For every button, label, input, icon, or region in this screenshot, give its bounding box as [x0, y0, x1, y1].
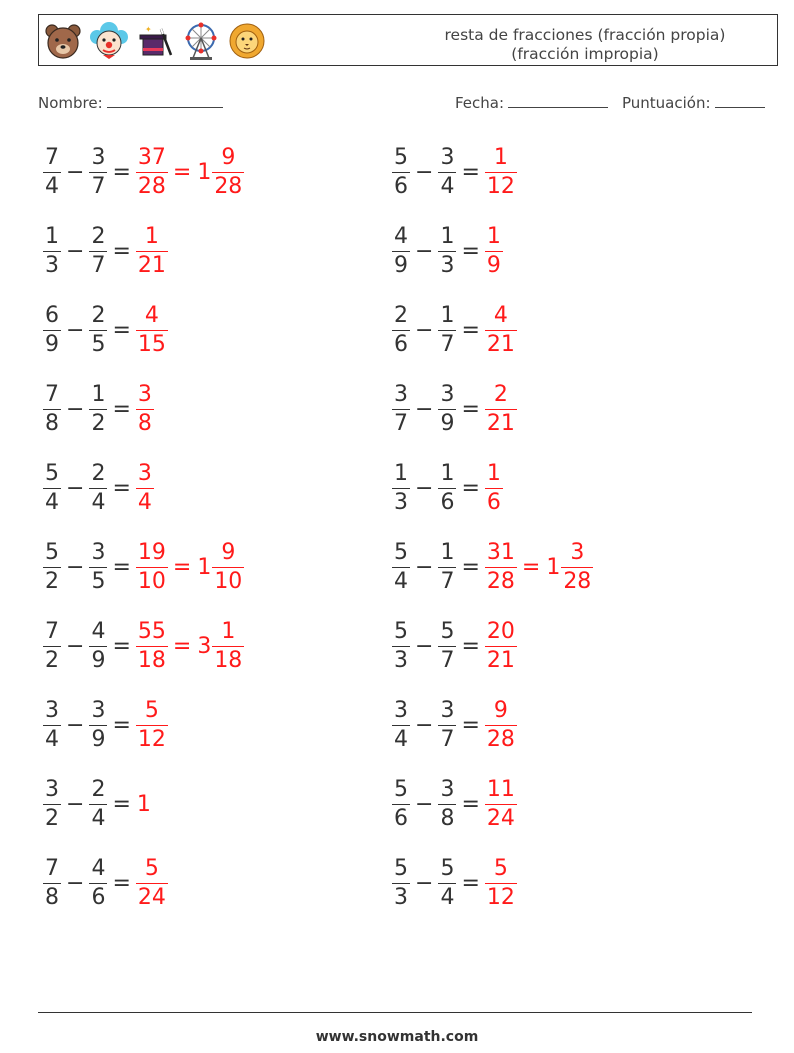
- answer-fraction-denominator: 15: [137, 331, 166, 357]
- minuend-fraction: [393, 539, 409, 596]
- subtrahend-fraction: [439, 539, 455, 596]
- minuend-fraction: [393, 697, 409, 754]
- subtrahend-fraction: [90, 144, 106, 201]
- answer-fraction-denominator: 24: [486, 805, 515, 831]
- answer-fraction: [137, 144, 167, 201]
- minus-sign: −: [415, 159, 434, 185]
- answer-fraction: [486, 697, 516, 754]
- mixed-fraction-denominator: 28: [214, 173, 243, 199]
- minuend-fraction-denominator: 3: [394, 489, 408, 515]
- equals-sign: =: [112, 712, 131, 738]
- answer-fraction-denominator: 6: [486, 489, 501, 515]
- minuend-fraction: [44, 855, 60, 912]
- minuend-fraction-numerator: 7: [45, 381, 59, 407]
- subtrahend-fraction: [439, 855, 455, 912]
- minuend-fraction-denominator: 3: [394, 884, 408, 910]
- minuend-fraction-numerator: 5: [45, 460, 59, 486]
- equals-sign: =: [461, 159, 480, 185]
- minus-sign: −: [66, 238, 85, 264]
- minuend-fraction-denominator: 2: [45, 805, 59, 831]
- problem-16: [393, 690, 516, 760]
- answer-fraction-numerator: 4: [144, 302, 159, 328]
- minus-sign: −: [415, 712, 434, 738]
- equals-sign: =: [461, 712, 480, 738]
- minuend-fraction: [44, 223, 60, 280]
- subtrahend-fraction-denominator: 7: [440, 726, 455, 752]
- subtrahend-fraction-denominator: 5: [91, 568, 106, 594]
- subtrahend-fraction: [439, 618, 455, 675]
- equals-sign: =: [461, 791, 480, 817]
- minuend-fraction-denominator: 3: [394, 647, 408, 673]
- answer-fraction-numerator: 1: [486, 223, 501, 249]
- minuend-fraction-denominator: 2: [45, 568, 59, 594]
- subtrahend-fraction-numerator: 2: [91, 223, 106, 249]
- minuend-fraction: [44, 381, 60, 438]
- answer-fraction: [137, 223, 167, 280]
- minuend-fraction: [393, 618, 409, 675]
- subtrahend-fraction-denominator: 7: [440, 331, 455, 357]
- answer-fraction: [137, 539, 167, 596]
- answer-fraction: [137, 302, 167, 359]
- answer-fraction-numerator: 5: [144, 697, 159, 723]
- answer-fraction-denominator: 21: [137, 252, 166, 278]
- answer-fraction: [137, 697, 167, 754]
- minuend-fraction-denominator: 8: [45, 884, 59, 910]
- equals-sign: =: [112, 238, 131, 264]
- magic-hat-icon: [135, 21, 175, 61]
- mixed-fraction-denominator: 18: [214, 647, 243, 673]
- subtrahend-fraction: [90, 776, 106, 833]
- answer-fraction: [486, 144, 516, 201]
- subtrahend-fraction-numerator: 2: [91, 460, 106, 486]
- answer-fraction-denominator: 28: [137, 173, 166, 199]
- minus-sign: −: [415, 317, 434, 343]
- minuend-fraction-numerator: 1: [394, 460, 408, 486]
- subtrahend-fraction: [439, 302, 455, 359]
- problem-5: [44, 295, 167, 365]
- minuend-fraction-numerator: 7: [45, 144, 59, 170]
- subtrahend-fraction-denominator: 4: [440, 173, 455, 199]
- minus-sign: −: [415, 475, 434, 501]
- mixed-equals-sign: =: [172, 554, 192, 580]
- minuend-fraction-denominator: 3: [45, 252, 59, 278]
- mixed-fraction-denominator: 10: [214, 568, 243, 594]
- minuend-fraction: [44, 776, 60, 833]
- answer-fraction-numerator: 1: [493, 144, 508, 170]
- minuend-fraction-denominator: 4: [394, 726, 408, 752]
- subtrahend-fraction-numerator: 4: [91, 855, 106, 881]
- minuend-fraction-numerator: 5: [394, 776, 408, 802]
- answer-fraction: [486, 776, 516, 833]
- answer-fraction-denominator: 12: [137, 726, 166, 752]
- answer-fraction: [486, 223, 502, 280]
- equals-sign: =: [461, 475, 480, 501]
- subtrahend-fraction: [90, 539, 106, 596]
- minus-sign: −: [415, 396, 434, 422]
- minuend-fraction: [393, 460, 409, 517]
- subtrahend-fraction: [90, 460, 106, 517]
- subtrahend-fraction-numerator: 1: [91, 381, 106, 407]
- minus-sign: −: [66, 554, 85, 580]
- answer-fraction-denominator: 28: [486, 568, 515, 594]
- subtrahend-fraction-denominator: 7: [91, 252, 106, 278]
- subtrahend-fraction: [90, 697, 106, 754]
- subtrahend-fraction-denominator: 6: [440, 489, 455, 515]
- answer-whole: 1: [136, 791, 151, 817]
- subtrahend-fraction: [90, 381, 106, 438]
- subtrahend-fraction-denominator: 9: [91, 726, 106, 752]
- minuend-fraction-numerator: 6: [45, 302, 59, 328]
- svg-text:✦: ✦: [145, 25, 152, 34]
- subtrahend-fraction-denominator: 9: [440, 410, 455, 436]
- title-line-1: resta de fracciones (fracción propia): [444, 26, 726, 44]
- problem-12: [393, 532, 592, 602]
- answer-fraction: [137, 618, 167, 675]
- equals-sign: =: [461, 633, 480, 659]
- date-label: Fecha:: [455, 94, 505, 112]
- subtrahend-fraction-denominator: 7: [440, 647, 455, 673]
- equals-sign: =: [461, 238, 480, 264]
- minuend-fraction-denominator: 4: [45, 173, 59, 199]
- subtrahend-fraction-numerator: 3: [440, 776, 455, 802]
- subtrahend-fraction-denominator: 2: [91, 410, 106, 436]
- subtrahend-fraction-denominator: 4: [91, 489, 106, 515]
- minuend-fraction-numerator: 1: [45, 223, 59, 249]
- ferris-wheel-icon: [181, 21, 221, 61]
- minuend-fraction-numerator: 5: [45, 539, 59, 565]
- minuend-fraction-numerator: 3: [394, 697, 408, 723]
- minuend-fraction: [393, 223, 409, 280]
- score-label: Puntuación:: [622, 94, 711, 112]
- answer-fraction-numerator: 37: [137, 144, 166, 170]
- bear-icon: [43, 21, 83, 61]
- answer-fraction-numerator: 3: [137, 381, 152, 407]
- minus-sign: −: [415, 870, 434, 896]
- answer-fraction-numerator: 55: [137, 618, 166, 644]
- mixed-equals-sign: =: [521, 554, 541, 580]
- equals-sign: =: [461, 396, 480, 422]
- answer-fraction-numerator: 1: [144, 223, 159, 249]
- answer-fraction-denominator: 12: [486, 173, 515, 199]
- equals-sign: =: [112, 870, 131, 896]
- minuend-fraction-numerator: 5: [394, 539, 408, 565]
- problem-6: [393, 295, 516, 365]
- equals-sign: =: [112, 475, 131, 501]
- equals-sign: =: [112, 791, 131, 817]
- subtrahend-fraction-numerator: 5: [440, 618, 455, 644]
- minuend-fraction-numerator: 4: [394, 223, 408, 249]
- problem-13: [44, 611, 243, 681]
- header-icons: [43, 21, 267, 61]
- answer-fraction-denominator: 9: [486, 252, 501, 278]
- mixed-whole: 1: [197, 159, 212, 185]
- mixed-fraction-numerator: 9: [221, 144, 236, 170]
- mixed-equals-sign: =: [172, 633, 192, 659]
- subtrahend-fraction-denominator: 3: [440, 252, 455, 278]
- subtrahend-fraction-numerator: 3: [91, 539, 106, 565]
- name-line[interactable]: [107, 93, 223, 108]
- answer-fraction-numerator: 5: [493, 855, 508, 881]
- score-field[interactable]: [622, 93, 765, 112]
- minus-sign: −: [66, 633, 85, 659]
- minuend-fraction: [44, 302, 60, 359]
- date-line[interactable]: [508, 93, 608, 108]
- minuend-fraction-denominator: 4: [45, 726, 59, 752]
- minuend-fraction-numerator: 5: [394, 855, 408, 881]
- minuend-fraction: [393, 855, 409, 912]
- answer-fraction: [137, 855, 167, 912]
- subtrahend-fraction-numerator: 3: [440, 697, 455, 723]
- subtrahend-fraction: [90, 223, 106, 280]
- minus-sign: −: [415, 238, 434, 264]
- minuend-fraction-numerator: 3: [45, 697, 59, 723]
- minuend-fraction-denominator: 8: [45, 410, 59, 436]
- footer-divider: [38, 1012, 752, 1013]
- problem-10: [393, 453, 502, 523]
- answer-fraction-numerator: 3: [137, 460, 152, 486]
- minuend-fraction-denominator: 7: [394, 410, 408, 436]
- mixed-fraction-numerator: 9: [221, 539, 236, 565]
- mixed-fraction-numerator: 1: [221, 618, 236, 644]
- answer-fraction: [486, 855, 516, 912]
- problem-3: [44, 216, 167, 286]
- subtrahend-fraction-denominator: 8: [440, 805, 455, 831]
- answer-fraction-denominator: 10: [137, 568, 166, 594]
- minuend-fraction: [393, 381, 409, 438]
- problem-17: [44, 769, 151, 839]
- equals-sign: =: [112, 554, 131, 580]
- answer-fraction-denominator: 28: [486, 726, 515, 752]
- problem-18: [393, 769, 516, 839]
- minuend-fraction-denominator: 6: [394, 805, 408, 831]
- mixed-fraction-numerator: 3: [570, 539, 585, 565]
- subtrahend-fraction-denominator: 7: [440, 568, 455, 594]
- subtrahend-fraction: [439, 144, 455, 201]
- answer-fraction-denominator: 4: [137, 489, 152, 515]
- subtrahend-fraction-numerator: 5: [440, 855, 455, 881]
- subtrahend-fraction-numerator: 1: [440, 460, 455, 486]
- minus-sign: −: [66, 317, 85, 343]
- worksheet-title: [399, 26, 771, 64]
- problem-4: [393, 216, 502, 286]
- problem-1: [44, 137, 243, 207]
- name-field[interactable]: [38, 93, 223, 112]
- answer-fraction-numerator: 20: [486, 618, 515, 644]
- problem-8: [393, 374, 516, 444]
- minuend-fraction: [393, 776, 409, 833]
- equals-sign: =: [112, 396, 131, 422]
- mixed-whole: 1: [197, 554, 212, 580]
- minuend-fraction: [393, 144, 409, 201]
- problem-11: [44, 532, 243, 602]
- subtrahend-fraction-numerator: 2: [91, 776, 106, 802]
- subtrahend-fraction: [90, 855, 106, 912]
- minus-sign: −: [415, 633, 434, 659]
- mixed-fraction-denominator: 28: [563, 568, 592, 594]
- answer-fraction-numerator: 5: [144, 855, 159, 881]
- minuend-fraction-denominator: 9: [394, 252, 408, 278]
- minuend-fraction: [44, 539, 60, 596]
- subtrahend-fraction: [439, 460, 455, 517]
- equals-sign: =: [112, 159, 131, 185]
- subtrahend-fraction-denominator: 6: [91, 884, 106, 910]
- minus-sign: −: [66, 712, 85, 738]
- minuend-fraction-denominator: 4: [45, 489, 59, 515]
- minus-sign: −: [415, 791, 434, 817]
- name-label: Nombre:: [38, 94, 103, 112]
- subtrahend-fraction-numerator: 3: [440, 144, 455, 170]
- clown-icon: [89, 21, 129, 61]
- answer-fraction-denominator: 21: [486, 647, 515, 673]
- subtrahend-fraction: [439, 223, 455, 280]
- problem-9: [44, 453, 153, 523]
- mixed-fraction: [213, 539, 243, 596]
- equals-sign: =: [112, 633, 131, 659]
- lion-icon: [227, 21, 267, 61]
- mixed-fraction: [213, 144, 243, 201]
- answer-fraction-numerator: 2: [493, 381, 508, 407]
- minuend-fraction-numerator: 7: [45, 855, 59, 881]
- answer-fraction: [486, 302, 516, 359]
- subtrahend-fraction-numerator: 3: [91, 697, 106, 723]
- subtrahend-fraction-numerator: 3: [440, 381, 455, 407]
- answer-fraction-denominator: 12: [486, 884, 515, 910]
- subtrahend-fraction-numerator: 2: [91, 302, 106, 328]
- answer-fraction-denominator: 18: [137, 647, 166, 673]
- equals-sign: =: [461, 870, 480, 896]
- answer-fraction: [486, 460, 502, 517]
- subtrahend-fraction-numerator: 1: [440, 223, 455, 249]
- subtrahend-fraction-denominator: 4: [440, 884, 455, 910]
- subtrahend-fraction-numerator: 4: [91, 618, 106, 644]
- minuend-fraction-numerator: 7: [45, 618, 59, 644]
- minuend-fraction-numerator: 3: [45, 776, 59, 802]
- minuend-fraction: [393, 302, 409, 359]
- subtrahend-fraction: [439, 381, 455, 438]
- answer-fraction: [486, 618, 516, 675]
- minuend-fraction: [44, 144, 60, 201]
- mixed-fraction: [562, 539, 592, 596]
- footer-url: www.snowmath.com: [315, 1029, 479, 1045]
- subtrahend-fraction-denominator: 9: [91, 647, 106, 673]
- problem-2: [393, 137, 516, 207]
- minuend-fraction-denominator: 9: [45, 331, 59, 357]
- answer-fraction-denominator: 21: [486, 331, 515, 357]
- mixed-whole: 3: [197, 633, 212, 659]
- answer-fraction: [137, 381, 153, 438]
- minuend-fraction-numerator: 3: [394, 381, 408, 407]
- answer-fraction-numerator: 1: [486, 460, 501, 486]
- date-field[interactable]: [455, 93, 608, 112]
- minuend-fraction-denominator: 4: [394, 568, 408, 594]
- problem-15: [44, 690, 167, 760]
- answer-fraction-denominator: 21: [486, 410, 515, 436]
- minus-sign: −: [66, 791, 85, 817]
- minuend-fraction-numerator: 5: [394, 618, 408, 644]
- answer-fraction-numerator: 31: [486, 539, 515, 565]
- minuend-fraction-numerator: 2: [394, 302, 408, 328]
- minuend-fraction-numerator: 5: [394, 144, 408, 170]
- answer-fraction: [137, 460, 153, 517]
- problem-19: [44, 848, 167, 918]
- answer-fraction: [486, 381, 516, 438]
- subtrahend-fraction: [439, 776, 455, 833]
- equals-sign: =: [112, 317, 131, 343]
- subtrahend-fraction-numerator: 1: [440, 302, 455, 328]
- answer-fraction-denominator: 24: [137, 884, 166, 910]
- minuend-fraction: [44, 460, 60, 517]
- minus-sign: −: [66, 475, 85, 501]
- minuend-fraction-denominator: 6: [394, 331, 408, 357]
- answer-fraction: [486, 539, 516, 596]
- problem-20: [393, 848, 516, 918]
- subtrahend-fraction-numerator: 1: [440, 539, 455, 565]
- answer-fraction-numerator: 11: [486, 776, 515, 802]
- subtrahend-fraction: [90, 302, 106, 359]
- minus-sign: −: [66, 870, 85, 896]
- mixed-whole: 1: [546, 554, 561, 580]
- minuend-fraction-denominator: 6: [394, 173, 408, 199]
- answer-fraction-numerator: 4: [493, 302, 508, 328]
- equals-sign: =: [461, 554, 480, 580]
- header-box: [38, 14, 778, 66]
- answer-fraction-numerator: 9: [493, 697, 508, 723]
- subtrahend-fraction-denominator: 5: [91, 331, 106, 357]
- title-line-2: (fracción impropia): [511, 45, 659, 63]
- minus-sign: −: [66, 396, 85, 422]
- minus-sign: −: [66, 159, 85, 185]
- minuend-fraction: [44, 697, 60, 754]
- minuend-fraction: [44, 618, 60, 675]
- minuend-fraction-denominator: 2: [45, 647, 59, 673]
- score-line[interactable]: [715, 93, 765, 108]
- answer-fraction-denominator: 8: [137, 410, 152, 436]
- subtrahend-fraction-denominator: 4: [91, 805, 106, 831]
- subtrahend-fraction: [90, 618, 106, 675]
- problem-14: [393, 611, 516, 681]
- subtrahend-fraction-numerator: 3: [91, 144, 106, 170]
- minus-sign: −: [415, 554, 434, 580]
- equals-sign: =: [461, 317, 480, 343]
- answer-fraction-numerator: 19: [137, 539, 166, 565]
- problem-7: [44, 374, 153, 444]
- subtrahend-fraction: [439, 697, 455, 754]
- mixed-fraction: [213, 618, 243, 675]
- subtrahend-fraction-denominator: 7: [91, 173, 106, 199]
- mixed-equals-sign: =: [172, 159, 192, 185]
